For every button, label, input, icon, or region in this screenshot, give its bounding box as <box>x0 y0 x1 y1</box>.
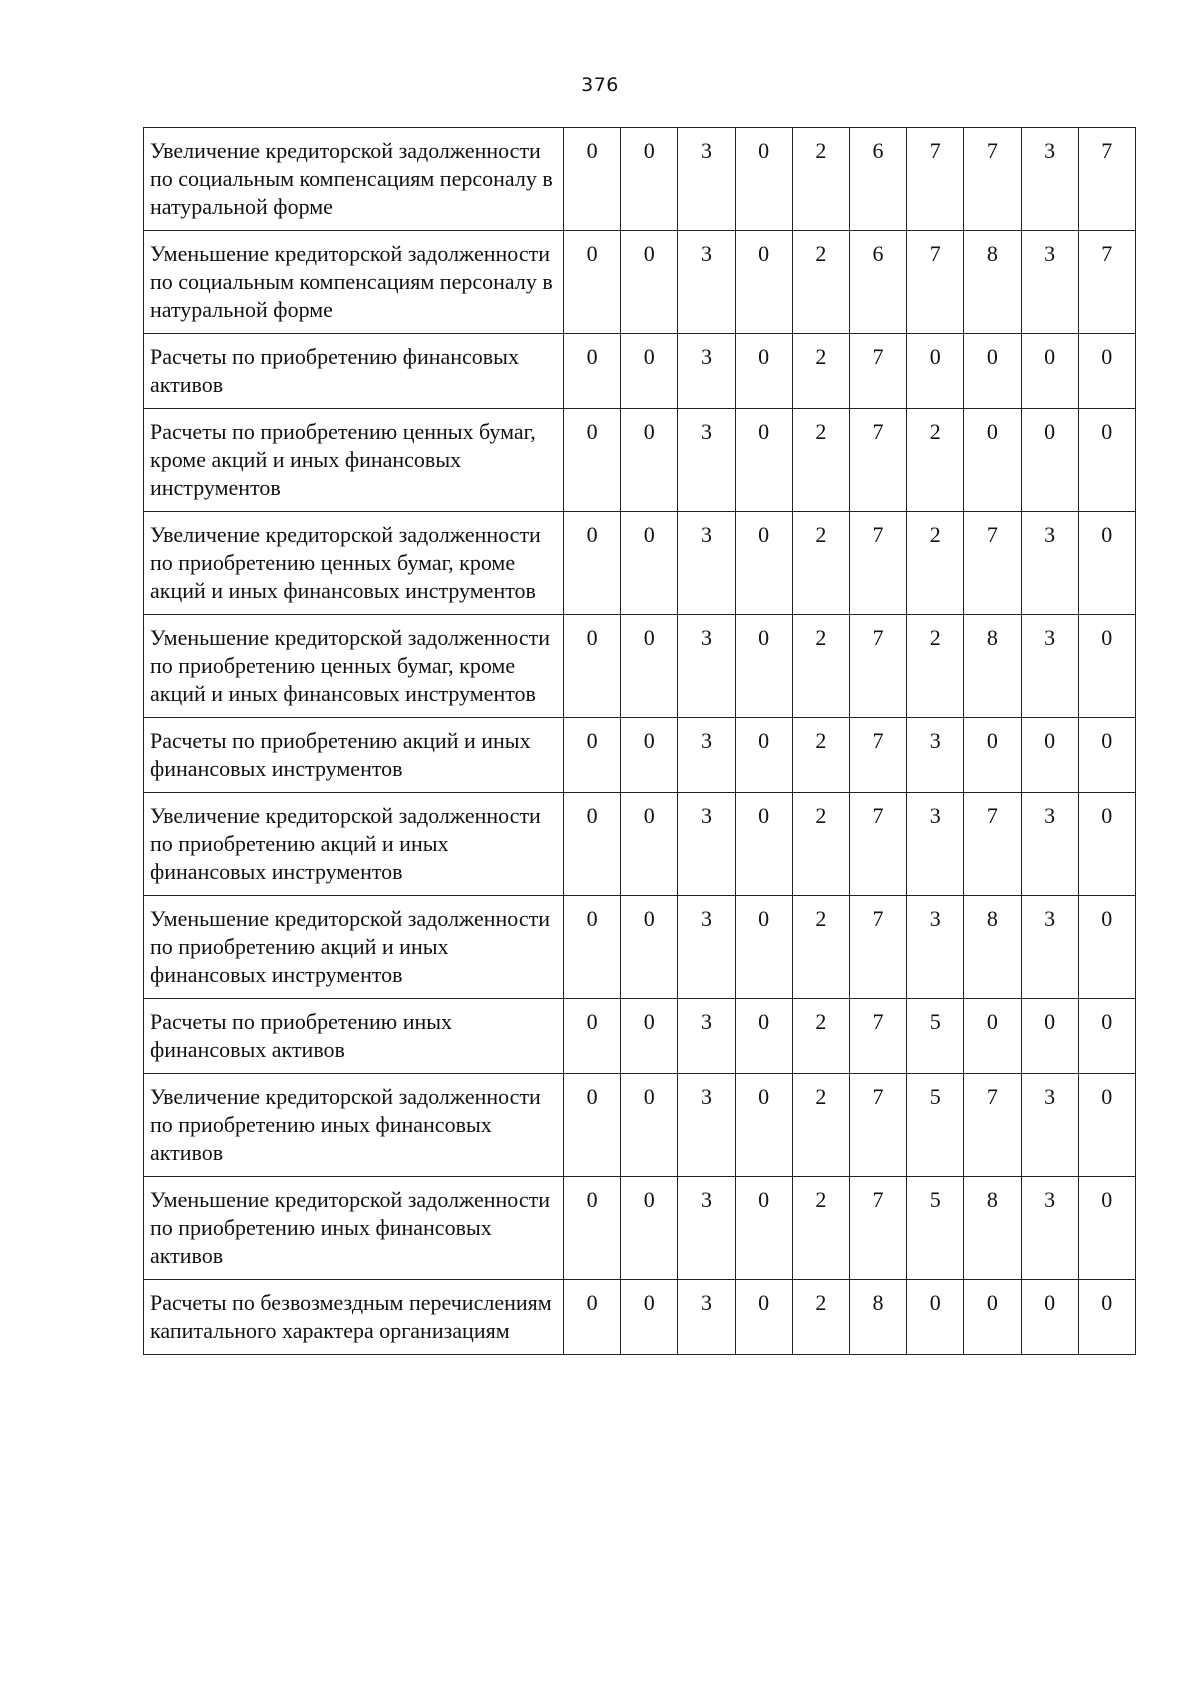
code-digit-cell: 0 <box>1078 793 1135 896</box>
code-digit-cell: 2 <box>792 231 849 334</box>
table-row <box>144 1177 1136 1280</box>
code-digit-cell: 0 <box>621 231 678 334</box>
account-codes-table <box>143 127 1136 1355</box>
row-description: Уменьшение кредиторской задолженности по социальным компенсациям персоналу в натуральной форме <box>144 231 564 334</box>
code-digit-cell: 0 <box>621 793 678 896</box>
row-description: Расчеты по приобретению акций и иных финансовых инструментов <box>144 718 564 793</box>
code-digit-cell: 5 <box>907 1177 964 1280</box>
code-digit-cell: 3 <box>1021 1074 1078 1177</box>
code-digit-cell: 3 <box>1021 231 1078 334</box>
code-digit-cell: 0 <box>1078 718 1135 793</box>
code-digit-cell: 8 <box>849 1280 906 1355</box>
code-digit-cell: 3 <box>678 512 735 615</box>
code-digit-cell: 0 <box>1078 999 1135 1074</box>
code-digit-cell: 7 <box>907 128 964 231</box>
code-digit-cell: 0 <box>1021 1280 1078 1355</box>
code-digit-cell: 7 <box>907 231 964 334</box>
code-digit-cell: 0 <box>621 512 678 615</box>
row-description: Уменьшение кредиторской задолженности по приобретению иных финансовых активов <box>144 1177 564 1280</box>
code-digit-cell: 2 <box>792 793 849 896</box>
code-digit-cell: 0 <box>621 896 678 999</box>
row-description: Увеличение кредиторской задолженности по социальным компенсациям персоналу в натуральной форме <box>144 128 564 231</box>
code-digit-cell: 0 <box>964 999 1021 1074</box>
code-digit-cell: 0 <box>735 1074 792 1177</box>
code-digit-cell: 0 <box>1021 718 1078 793</box>
code-digit-cell: 2 <box>792 409 849 512</box>
table-row <box>144 1280 1136 1355</box>
row-description: Увеличение кредиторской задолженности по приобретению акций и иных финансовых инструментов <box>144 793 564 896</box>
code-digit-cell: 3 <box>1021 896 1078 999</box>
code-digit-cell: 2 <box>792 512 849 615</box>
code-digit-cell: 7 <box>849 718 906 793</box>
code-digit-cell: 0 <box>1078 896 1135 999</box>
code-digit-cell: 7 <box>964 793 1021 896</box>
table-row <box>144 512 1136 615</box>
code-digit-cell: 0 <box>564 231 621 334</box>
code-digit-cell: 7 <box>964 512 1021 615</box>
code-digit-cell: 0 <box>564 896 621 999</box>
code-digit-cell: 0 <box>964 718 1021 793</box>
code-digit-cell: 3 <box>1021 1177 1078 1280</box>
code-digit-cell: 0 <box>564 615 621 718</box>
table-row <box>144 231 1136 334</box>
code-digit-cell: 2 <box>792 615 849 718</box>
code-digit-cell: 0 <box>621 1074 678 1177</box>
code-digit-cell: 0 <box>1021 999 1078 1074</box>
code-digit-cell: 0 <box>735 896 792 999</box>
code-digit-cell: 3 <box>678 334 735 409</box>
code-digit-cell: 0 <box>1078 615 1135 718</box>
code-digit-cell: 0 <box>735 231 792 334</box>
table-row <box>144 999 1136 1074</box>
code-digit-cell: 0 <box>621 409 678 512</box>
code-digit-cell: 3 <box>678 615 735 718</box>
page-number: 376 <box>581 74 619 96</box>
code-digit-cell: 3 <box>678 793 735 896</box>
row-description: Расчеты по безвозмездным перечислениям капитального характера организациям <box>144 1280 564 1355</box>
code-digit-cell: 7 <box>849 334 906 409</box>
code-digit-cell: 2 <box>792 1177 849 1280</box>
code-digit-cell: 2 <box>907 615 964 718</box>
code-digit-cell: 7 <box>1078 128 1135 231</box>
code-digit-cell: 2 <box>792 128 849 231</box>
code-digit-cell: 8 <box>964 896 1021 999</box>
code-digit-cell: 0 <box>735 512 792 615</box>
code-digit-cell: 0 <box>564 1177 621 1280</box>
code-digit-cell: 0 <box>1078 1074 1135 1177</box>
code-digit-cell: 3 <box>678 1280 735 1355</box>
code-digit-cell: 0 <box>964 1280 1021 1355</box>
row-description: Уменьшение кредиторской задолженности по приобретению акций и иных финансовых инструментов <box>144 896 564 999</box>
code-digit-cell: 3 <box>678 718 735 793</box>
code-digit-cell: 0 <box>564 128 621 231</box>
code-digit-cell: 0 <box>735 128 792 231</box>
row-description: Увеличение кредиторской задолженности по приобретению ценных бумаг, кроме акций и иных финансовых инструментов <box>144 512 564 615</box>
code-digit-cell: 0 <box>735 1280 792 1355</box>
table-row <box>144 1074 1136 1177</box>
code-digit-cell: 0 <box>735 793 792 896</box>
table-row <box>144 409 1136 512</box>
table-row <box>144 615 1136 718</box>
code-digit-cell: 7 <box>1078 231 1135 334</box>
code-digit-cell: 3 <box>678 409 735 512</box>
code-digit-cell: 0 <box>564 1074 621 1177</box>
code-digit-cell: 0 <box>907 1280 964 1355</box>
code-digit-cell: 0 <box>1078 1280 1135 1355</box>
code-digit-cell: 5 <box>907 1074 964 1177</box>
table-row <box>144 718 1136 793</box>
code-digit-cell: 8 <box>964 231 1021 334</box>
code-digit-cell: 6 <box>849 128 906 231</box>
code-digit-cell: 2 <box>792 999 849 1074</box>
code-digit-cell: 0 <box>735 718 792 793</box>
code-digit-cell: 7 <box>849 512 906 615</box>
table-row <box>144 896 1136 999</box>
code-digit-cell: 0 <box>964 409 1021 512</box>
code-digit-cell: 3 <box>907 718 964 793</box>
code-digit-cell: 7 <box>849 793 906 896</box>
code-digit-cell: 0 <box>907 334 964 409</box>
table-body <box>144 128 1136 1355</box>
code-digit-cell: 7 <box>849 409 906 512</box>
code-digit-cell: 0 <box>621 1280 678 1355</box>
code-digit-cell: 2 <box>907 512 964 615</box>
row-description: Расчеты по приобретению ценных бумаг, кроме акций и иных финансовых инструментов <box>144 409 564 512</box>
code-digit-cell: 2 <box>792 896 849 999</box>
code-digit-cell: 0 <box>735 409 792 512</box>
code-digit-cell: 7 <box>849 999 906 1074</box>
code-digit-cell: 0 <box>735 334 792 409</box>
code-digit-cell: 2 <box>792 334 849 409</box>
code-digit-cell: 0 <box>564 1280 621 1355</box>
table-row <box>144 128 1136 231</box>
code-digit-cell: 0 <box>564 793 621 896</box>
code-digit-cell: 2 <box>792 718 849 793</box>
code-digit-cell: 0 <box>564 718 621 793</box>
code-digit-cell: 0 <box>1021 409 1078 512</box>
code-digit-cell: 0 <box>564 334 621 409</box>
code-digit-cell: 3 <box>1021 512 1078 615</box>
code-digit-cell: 7 <box>849 615 906 718</box>
code-digit-cell: 8 <box>964 1177 1021 1280</box>
code-digit-cell: 0 <box>564 999 621 1074</box>
code-digit-cell: 2 <box>792 1074 849 1177</box>
code-digit-cell: 0 <box>621 1177 678 1280</box>
code-digit-cell: 7 <box>964 128 1021 231</box>
row-description: Уменьшение кредиторской задолженности по приобретению ценных бумаг, кроме акций и иных финансовых инструментов <box>144 615 564 718</box>
code-digit-cell: 3 <box>1021 793 1078 896</box>
code-digit-cell: 3 <box>1021 128 1078 231</box>
code-digit-cell: 3 <box>907 896 964 999</box>
row-description: Увеличение кредиторской задолженности по приобретению иных финансовых активов <box>144 1074 564 1177</box>
table-row <box>144 334 1136 409</box>
code-digit-cell: 5 <box>907 999 964 1074</box>
code-digit-cell: 0 <box>564 409 621 512</box>
code-digit-cell: 7 <box>849 896 906 999</box>
code-digit-cell: 0 <box>964 334 1021 409</box>
code-digit-cell: 3 <box>907 793 964 896</box>
code-digit-cell: 8 <box>964 615 1021 718</box>
code-digit-cell: 0 <box>735 1177 792 1280</box>
code-digit-cell: 0 <box>1021 334 1078 409</box>
code-digit-cell: 2 <box>907 409 964 512</box>
code-digit-cell: 3 <box>678 128 735 231</box>
code-digit-cell: 0 <box>735 615 792 718</box>
code-digit-cell: 3 <box>678 1074 735 1177</box>
code-digit-cell: 0 <box>621 718 678 793</box>
code-digit-cell: 2 <box>792 1280 849 1355</box>
code-digit-cell: 0 <box>1078 334 1135 409</box>
code-digit-cell: 7 <box>849 1177 906 1280</box>
code-digit-cell: 3 <box>678 1177 735 1280</box>
code-digit-cell: 7 <box>849 1074 906 1177</box>
row-description: Расчеты по приобретению иных финансовых активов <box>144 999 564 1074</box>
code-digit-cell: 3 <box>1021 615 1078 718</box>
row-description: Расчеты по приобретению финансовых активов <box>144 334 564 409</box>
code-digit-cell: 0 <box>564 512 621 615</box>
code-digit-cell: 0 <box>621 128 678 231</box>
table-row <box>144 793 1136 896</box>
code-digit-cell: 3 <box>678 231 735 334</box>
code-digit-cell: 0 <box>621 999 678 1074</box>
code-digit-cell: 0 <box>1078 512 1135 615</box>
code-digit-cell: 0 <box>621 615 678 718</box>
code-digit-cell: 6 <box>849 231 906 334</box>
code-digit-cell: 0 <box>621 334 678 409</box>
code-digit-cell: 0 <box>1078 1177 1135 1280</box>
code-digit-cell: 7 <box>964 1074 1021 1177</box>
code-digit-cell: 3 <box>678 896 735 999</box>
code-digit-cell: 0 <box>735 999 792 1074</box>
code-digit-cell: 3 <box>678 999 735 1074</box>
code-digit-cell: 0 <box>1078 409 1135 512</box>
